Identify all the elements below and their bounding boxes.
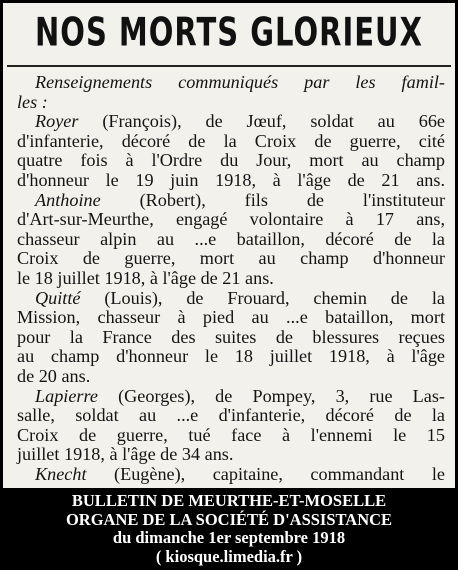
entry-line: d'infanterie, décoré de la Croix de guerre, cité xyxy=(17,130,445,151)
entry-line: Croix de guerre, mort au champ d'honneur xyxy=(17,248,445,269)
newspaper-clipping xyxy=(3,3,455,488)
entry-name: Quitté xyxy=(35,287,81,308)
entry-line: au champ d'honneur le 18 juillet 1918, à l'âge xyxy=(17,346,445,367)
entry-line: Mission, chasseur à pied au ...e bataillon, mort xyxy=(17,307,445,328)
caption-line: BULLETIN DE MEURTHE-ET-MOSELLE xyxy=(71,491,387,510)
entry-line: salle, soldat au ...e d'infanterie, décoré de la xyxy=(17,405,445,426)
entry-line: le 18 juillet 1918, à l'âge de 21 ans. xyxy=(17,267,274,288)
intro-line: Renseignements communiqués par les famil- xyxy=(35,72,445,92)
article-body xyxy=(17,73,445,484)
entry-line: d'Art-sur-Meurthe, engagé volontaire à 17 ans, xyxy=(17,209,445,230)
entry-first-line: Royer (François), de Jœuf, soldat au 66e xyxy=(35,111,445,132)
entry-line: Croix de guerre, tué face à l'ennemi le 15 xyxy=(17,424,445,445)
caption-line: ( kiosque.limedia.fr ) xyxy=(155,546,303,566)
entry-line: quatre fois à l'Ordre du Jour, mort au champ xyxy=(17,150,445,171)
entry-first-line: Knecht (Eugène), capitaine, commandant le xyxy=(35,463,445,484)
entry-name: Lapierre xyxy=(35,385,98,406)
entry-line: juillet 1918, à l'âge de 34 ans. xyxy=(17,444,234,465)
entry-line: pour la France des suites de blessures reçues xyxy=(17,326,445,347)
entry-first-line: Lapierre (Georges), de Pompey, 3, rue Las- xyxy=(35,385,445,406)
entry-name: Anthoine xyxy=(35,189,101,210)
entry-first-line: Quitté (Louis), de Frouard, chemin de la xyxy=(35,287,445,308)
entry-line: d'honneur le 19 juin 1918, à l'âge de 21 ans. xyxy=(17,169,445,190)
entry-line: de 20 ans. xyxy=(17,365,91,386)
source-caption xyxy=(0,492,458,566)
entry-line: chasseur alpin au ...e bataillon, décoré de la xyxy=(17,228,445,249)
headline-rule xyxy=(7,65,451,67)
intro-line: les : xyxy=(17,91,48,112)
caption-line: du dimanche 1er septembre 1918 xyxy=(112,528,346,547)
entry-first-line: Anthoine (Robert), fils de l'instituteur xyxy=(35,189,445,210)
entry-name: Knecht xyxy=(35,463,87,484)
headline: NOS MORTS GLORIEUX xyxy=(35,9,423,55)
caption-line: ORGANE DE LA SOCIÉTÉ D'ASSISTANCE xyxy=(65,509,393,529)
entry-name: Royer xyxy=(35,111,79,132)
